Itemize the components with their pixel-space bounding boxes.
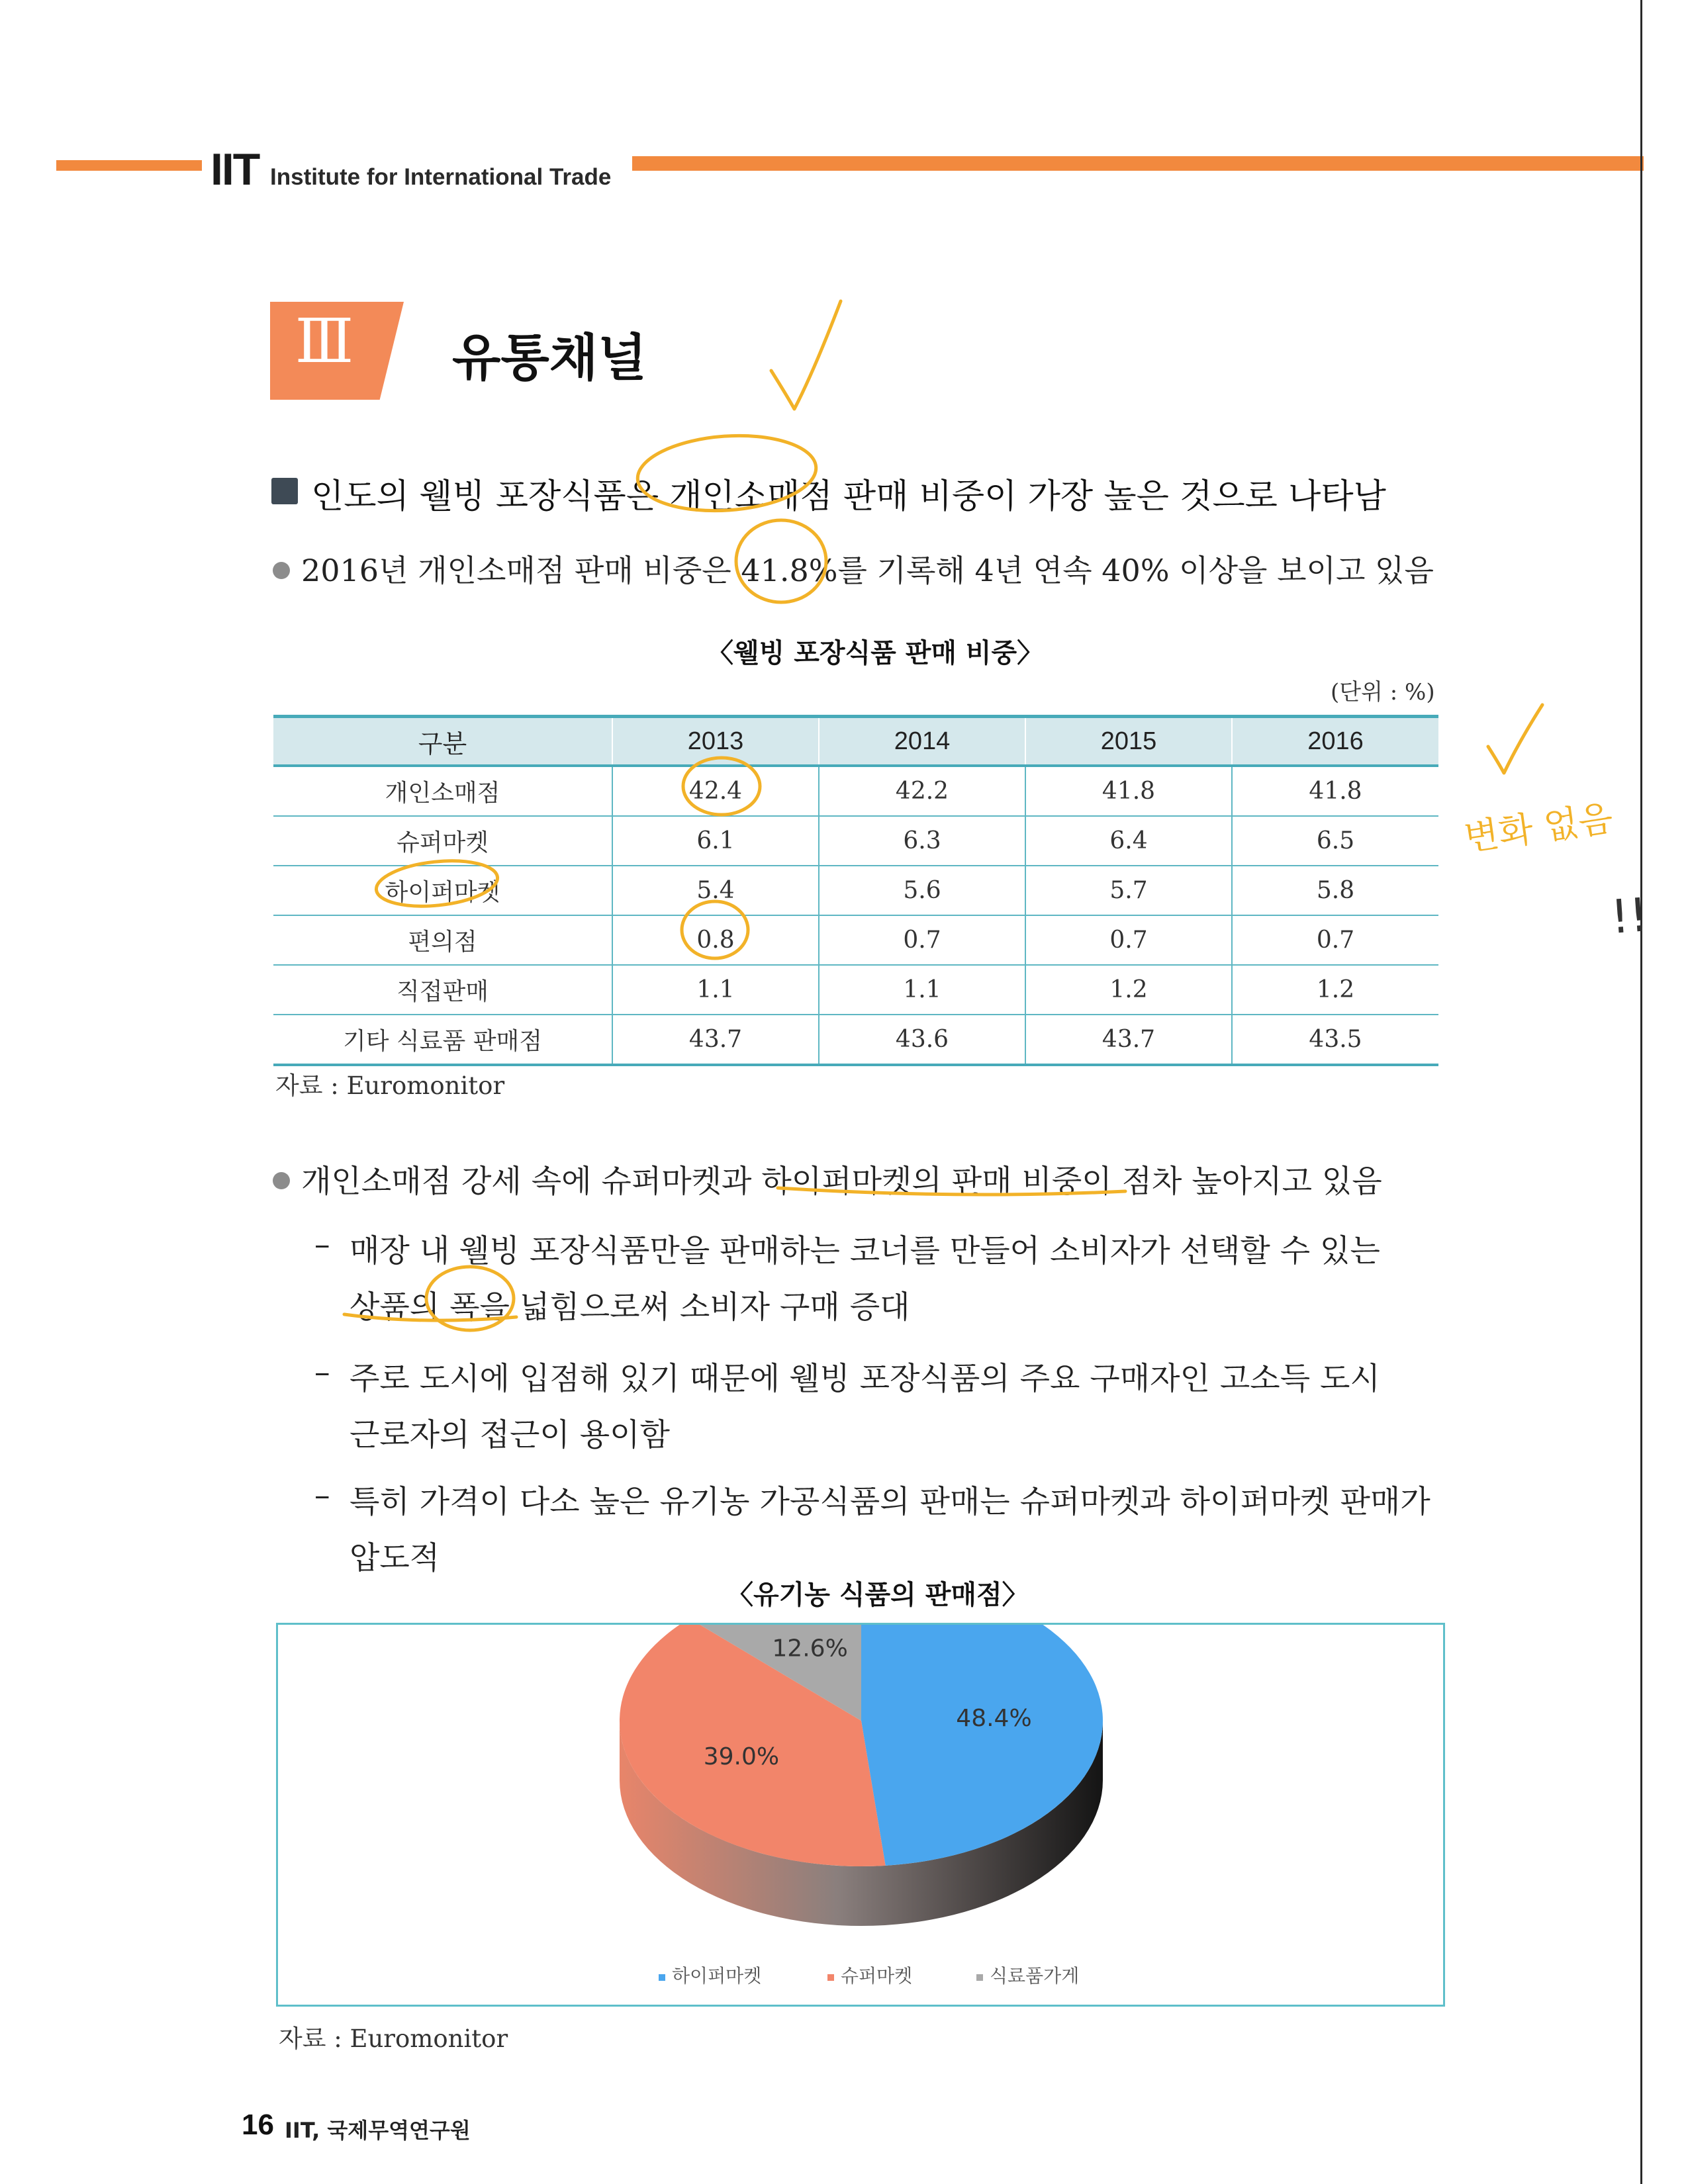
table-cell: 0.7 [1232,915,1438,965]
table-cell: 41.8 [1025,766,1232,816]
footer-publisher: IIT, 국제무역연구원 [285,2118,471,2143]
table-cell: 6.5 [1232,816,1438,866]
legend-label: 식료품가게 [990,1965,1080,1987]
pie-chart [278,1625,1443,2005]
table-row [273,816,1438,866]
table-cell: 1.1 [612,965,819,1015]
table-cell: 1.2 [1232,965,1438,1015]
table-row [273,866,1438,915]
legend-swatch [659,1974,665,1981]
checkmark-top [771,301,841,409]
pie-chart-frame [276,1623,1445,2007]
pie-slice-label: 39.0% [703,1743,780,1771]
table-caption: 〈웰빙 포장식품 판매 비중〉 [707,638,1044,668]
header-cell: 2014 [819,717,1025,766]
dash-item-3-line-2: 압도적 [350,1540,440,1576]
table-row [273,915,1438,965]
legend-swatch [827,1974,834,1981]
header-cell: 구분 [273,717,612,766]
row-label: 기타 식료품 판매점 [273,1015,612,1065]
page-number: 16 [242,2109,274,2141]
dash-mark: – [314,1226,330,1263]
table-header-row [273,717,1438,766]
legend-label: 슈퍼마켓 [841,1965,913,1987]
section-number: Ⅲ [295,306,354,377]
row-label: 직접판매 [273,965,612,1015]
table-row [273,1015,1438,1065]
header-rule-right [632,156,1644,171]
table-cell: 6.1 [612,816,819,866]
table-cell: 5.4 [612,866,819,915]
iit-logo: IIT [211,144,259,195]
institute-name: Institute for International Trade [270,164,612,190]
dash-item-3-line-1: 특히 가격이 다소 높은 유기농 가공식품의 판매는 슈퍼마켓과 하이퍼마켓 판매가 [350,1484,1430,1520]
row-label: 하이퍼마켓 [273,866,612,915]
table-cell: 0.7 [1025,915,1232,965]
legend-label: 하이퍼마켓 [672,1965,762,1987]
dash-item-2-line-2: 근로자의 접근이 용이함 [350,1417,670,1453]
row-label: 편의점 [273,915,612,965]
header-rule-left [56,160,202,171]
lead-square-icon [271,478,298,504]
table-cell: 41.8 [1232,766,1438,816]
table-cell: 5.6 [819,866,1025,915]
bullet-paragraph-2: 개인소매점 강세 속에 슈퍼마켓과 하이퍼마켓의 판매 비중이 점차 높아지고 있음 [301,1163,1382,1200]
table-cell: 0.8 [612,915,819,965]
table-cell: 43.7 [612,1015,819,1065]
dash-item-2-line-1: 주로 도시에 입점해 있기 때문에 웰빙 포장식품의 주요 구매자인 고소득 도시 [350,1361,1380,1397]
pie-slice-label: 12.6% [772,1635,848,1662]
handwritten-note: 변화 없음 [1462,797,1616,859]
header-cell: 2013 [612,717,819,766]
page-edge-line [1640,0,1642,2184]
table-cell: 43.5 [1232,1015,1438,1065]
legend-swatch [976,1974,983,1981]
table-source: 자료 : Euromonitor [275,1071,505,1100]
table-cell: 5.7 [1025,866,1232,915]
bullet-dot-icon [273,1172,290,1189]
dash-mark: – [314,1354,330,1390]
table-cell: 43.6 [819,1015,1025,1065]
checkmark-right [1488,705,1542,773]
chart-caption: 〈유기농 식품의 판매점〉 [727,1580,1029,1610]
dash-mark: – [314,1477,330,1514]
header-cell: 2016 [1232,717,1438,766]
header-cell: 2015 [1025,717,1232,766]
table-cell: 0.7 [819,915,1025,965]
bullet-dot-icon [273,562,290,579]
row-label: 개인소매점 [273,766,612,816]
table-row [273,766,1438,816]
row-label: 슈퍼마켓 [273,816,612,866]
table-unit: (단위 : %) [1331,679,1435,705]
table-cell: 1.1 [819,965,1025,1015]
table-cell: 42.4 [612,766,819,816]
table-cell: 6.3 [819,816,1025,866]
lead-sentence: 인도의 웰빙 포장식품은 개인소매점 판매 비중이 가장 높은 것으로 나타남 [311,477,1386,516]
table-cell: 1.2 [1025,965,1232,1015]
chart-source: 자료 : Euromonitor [279,2025,508,2053]
section-title: 유통채널 [452,328,647,387]
dash-item-1-line-1: 매장 내 웰빙 포장식품만을 판매하는 코너를 만들어 소비자가 선택할 수 있는 [350,1233,1380,1269]
handwritten-exclaim: !! [1609,887,1650,944]
table-row [273,965,1438,1015]
table-cell: 43.7 [1025,1015,1232,1065]
bullet-paragraph-1: 2016년 개인소매점 판매 비중은 41.8%를 기록해 4년 연속 40% 이상을 보이고 있음 [301,553,1434,588]
table-cell: 6.4 [1025,816,1232,866]
table-cell: 5.8 [1232,866,1438,915]
sales-share-table [273,715,1438,1066]
dash-item-1-line-2: 상품의 폭을 넓힘으로써 소비자 구매 증대 [350,1289,910,1326]
pie-slice-label: 48.4% [956,1704,1032,1732]
table-cell: 42.2 [819,766,1025,816]
